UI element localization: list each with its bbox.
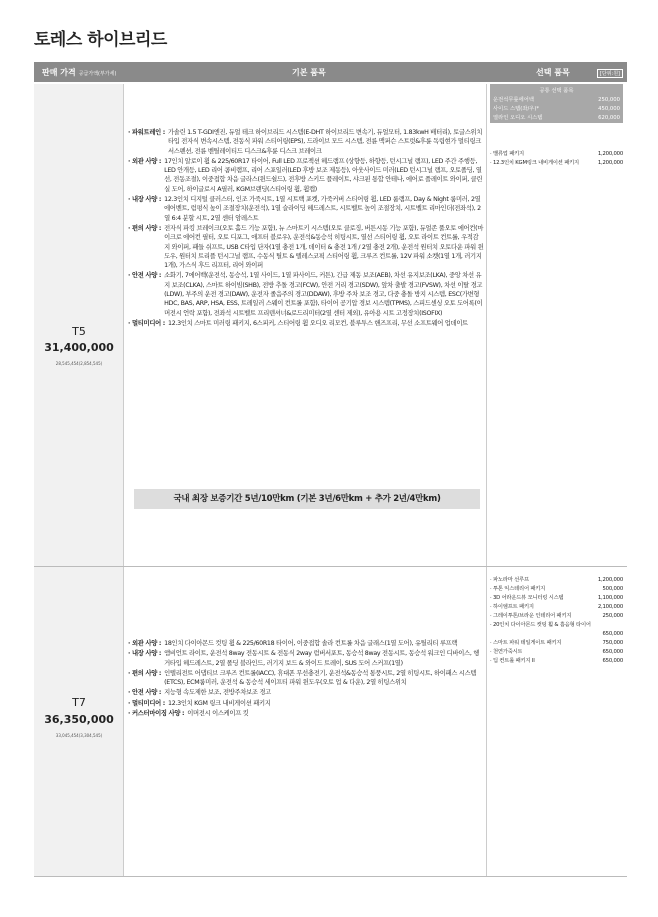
option-row	[490, 594, 623, 603]
option-price: 650,000	[602, 631, 623, 637]
option-price: 500,000	[602, 586, 623, 592]
column-divider	[486, 84, 487, 566]
option-price: 2,100,000	[597, 604, 623, 610]
feature-row	[128, 128, 484, 156]
feature-row	[128, 709, 484, 718]
trim-price-sub: 28,545,454(2,854,545)	[55, 361, 103, 366]
header-price-note: 공급가액(부가세)	[78, 71, 117, 77]
feature-category: · 내장 사양 :	[128, 650, 162, 658]
feature-category: · 외관 사양 :	[128, 157, 162, 165]
feature-text: 앰비언트 라이트, 운전석 8way 전동시트 & 전동식 2way 럼버서포트, 동승석 8way 전동시트, 동승석 워크인 디바이스, 헹거타입 헤드레스트, 2열 폴딩 블라인드, 러기지 보드 & 와이드 트레이, SUS 도어 스커프(1열)	[164, 650, 480, 667]
feature-text: 12.3인치 스마트 미러링 패키지, 6스피커, 스티어링 휠 오디오 리모컨, 블루투스 핸즈프리, 무선 소프트웨어 업데이트	[168, 319, 468, 327]
option-name: · 12.3인치 KGM링크 내비게이션 패키지	[490, 160, 579, 166]
feature-category: · 안전 사양 :	[128, 689, 162, 697]
option-row	[490, 159, 623, 168]
feature-text: 소화기, 7에어백(운전석, 동승석, 1열 사이드, 1열 파사이드, 커튼), 긴급 제동 보조(AEB), 차선 유지보조(LKA), 중앙 차선 유지 보조(CLKA), 스마트 하이빔(SHB), 전방 추돌 경고(FCW), 안전 거리 경고(SDW), 앞차 출발 경고(FVSW), 차선 이탈 경고(LDW), 부주의 운전 경고(DAW), 운전자 졸음주의 경고(DDAW), 후방 주차 보조 경고, 다중 충돌 방지 시스템, ESC(가변형 HDC, BAS, ARP, HSA, ESS, 트레일러 스웨이 컨트롤 포함), 타이어 공기압 경보 시스템(TPMS), 스피드센싱 오토 도어록(이머전시 언락 포함), 전좌석 시트벨트 프리텐셔너&로드리미터(2열 센터 제외), 유아용 시트 고정장치(ISOFIX)	[164, 272, 483, 317]
feature-text: 12.3인치 KGM 링크 내비게이션 패키지	[168, 699, 271, 707]
feature-text: 전자식 파킹 브레이크(오토 홀드 기능 포함), 뉴 스마트키 시스템(오토 클로징, 버튼시동 기능 포함), 듀얼존 풀오토 에어컨(마이크로 에어컨 필터, 오토 디포그, 애프터 블로우), 운전석&동승석 히팅시트, 열선 스티어링 휠, 오토 라이트 컨트롤, 우적감지 와이퍼, 패들 쉬프트, USB C타입 단자(1열 충전 1개, 데이터 & 충전 1개 / 2열 충전 2개), 운전석 원터치 오토다운 파워 윈도우, 원터치 트리플 턴시그널 램프, 수동식 틸트 & 텔레스코픽 스티어링 휠, 크루즈 컨트롤, 12V 파워 소켓(1열 1개, 러기지 1개), 가스식 후드 리프터, 리어 와이퍼	[164, 224, 484, 270]
option-name: 운전석무릎에어백	[493, 97, 534, 103]
option-row	[490, 639, 623, 648]
option-price: 750,000	[602, 640, 623, 646]
option-row	[490, 603, 623, 612]
option-row	[490, 150, 623, 159]
option-name: · 투톤 익스테리어 패키지	[490, 586, 546, 592]
feature-category: · 멀티미디어 :	[128, 699, 166, 707]
option-row	[490, 621, 623, 630]
feature-row	[128, 639, 484, 648]
trim-name: T7	[72, 696, 86, 709]
option-price: 250,000	[602, 613, 623, 619]
feature-category: · 안전 사양 :	[128, 272, 162, 280]
feature-row	[128, 688, 484, 697]
feature-row	[128, 271, 484, 317]
option-name: · 딥 컨트롤 패키지 II	[490, 658, 535, 664]
trim-section-t7	[34, 567, 627, 877]
option-price: 250,000	[598, 97, 620, 103]
feature-list	[128, 128, 484, 329]
option-row	[490, 612, 623, 621]
page-title: 토레스 하이브리드	[34, 30, 167, 50]
header-price-label: 판매 가격	[42, 68, 76, 77]
option-name: 열라인 오디오 시스템	[493, 115, 543, 121]
feature-category: · 편의 사양 :	[128, 224, 162, 232]
header-options: 선택 품목	[536, 68, 570, 77]
option-name: · 하이엠프트 패키지	[490, 604, 534, 610]
option-row	[490, 96, 623, 105]
option-row	[490, 105, 623, 114]
common-options-header: 공통 선택 품목	[539, 88, 574, 94]
feature-row	[128, 195, 484, 223]
warranty-banner: 국내 최장 보증기간 5년/10만km (기본 3년/6만km + 추가 2년/4만km)	[134, 489, 480, 509]
feature-category: · 외관 사양 :	[128, 640, 162, 647]
feature-category: · 커스터마이징 사양 :	[128, 710, 185, 718]
option-price: 1,100,000	[597, 595, 623, 601]
trim-price-sub: 33,045,454(3,304,545)	[55, 733, 103, 738]
option-price: 650,000	[602, 658, 623, 664]
feature-text: 지능형 속도제한 보조, 전방주차보조 경고	[164, 689, 271, 697]
feature-text: 17인치 알로이 휠 & 225/60R17 타이어, Full LED 프로젝션 헤드램프 (상향등, 하향등, 턴시그널 램프), LED 주간 주행등, LED 안개등, LED 리어 콤비램프, 리어 스포일러(LED 후방 보조 제동등), 아웃사이드 미러(LED 턴시그널 램프, 오토폴딩, 열선, 전동조절), 이중접합 차음 글라스(윈드쉴드), 전후방 스키드 플레이트, 샤크핀 통합 안테나, 에어로 플레이트 와이퍼, 클린실 도어, 하이글로시 A필러, KGM브랜딩(스티어링 휠, 휠캡)	[164, 157, 483, 193]
option-row	[490, 630, 623, 639]
option-row	[490, 657, 623, 666]
trim-section-t5	[34, 84, 627, 567]
feature-row	[128, 649, 484, 668]
header-basic: 기본 품목	[292, 68, 326, 77]
table-header	[34, 62, 627, 82]
feature-category: · 편의 사양 :	[128, 669, 162, 677]
feature-row	[128, 669, 484, 688]
option-list	[490, 150, 623, 168]
feature-row	[128, 224, 484, 270]
header-unit: [단위:원]	[597, 69, 623, 78]
option-name: 사이드 스텝(좌/우)*	[493, 106, 540, 112]
option-name: · 스마트 파워 테일게이트 패키지	[490, 640, 562, 646]
option-name: · 파노라마 선루프	[490, 577, 529, 583]
option-name: · 그레이투톤/브라운 인테리어 패키지	[490, 613, 572, 619]
option-name: · 밸류업 패키지	[490, 151, 524, 157]
feature-category: · 파워트레인 :	[128, 129, 166, 136]
option-row	[490, 576, 623, 585]
option-row	[490, 114, 623, 123]
feature-text: 이머전시 이스케이프 킷	[187, 710, 249, 718]
option-price: 1,200,000	[597, 577, 623, 583]
option-price: 620,000	[598, 115, 620, 121]
feature-text: 18인치 다이아몬드 컷팅 휠 & 225/60R18 타이어, 이중접합 솔라 컨트롤 차음 글래스(1열 도어), 유틸리티 루프랙	[164, 640, 458, 647]
trim-price: 31,400,000	[44, 341, 114, 354]
feature-category: · 내장 사양 :	[128, 196, 162, 204]
option-list	[490, 576, 623, 666]
feature-row	[128, 319, 484, 328]
option-row	[490, 648, 623, 657]
feature-row	[128, 699, 484, 708]
option-price: 1,200,000	[597, 151, 623, 157]
option-name: · 20인치 다이아몬드 컷팅 휠 & 흡음형 타이어	[490, 622, 591, 628]
header-price	[42, 67, 116, 78]
trim-price: 36,350,000	[44, 713, 114, 726]
option-name: · 천연가죽시트	[490, 649, 523, 655]
option-price: 650,000	[602, 649, 623, 655]
feature-list	[128, 639, 484, 719]
feature-text: 인텔리전트 어댑티브 크루즈 컨트롤(IACC), 휴대폰 무선충전기, 운전석&동승석 통풍시트, 2열 히팅시트, 하이패스 시스템(ETCS), ECM룸미러, 운전석 & 동승석 세이프티 파워 윈도우(오토 업 & 다운), 2열 히팅스위치	[164, 669, 477, 687]
trim-name: T5	[72, 325, 86, 338]
feature-text: 12.3인치 디지털 클러스터, 인조 가죽시트, 1열 시트백 포켓, 가죽커버 스티어링 휠, LED 룸램프, Day & Night 룸미러, 2열 에어벤트, 럼펑식 높이 조절장치(운전석), 1열 슬라이딩 헤드레스트, 시트벨트 높이 조절장치, 시트벨트 리마인더(전좌석), 2열 6:4 분할 시트, 2열 센터 암레스트	[164, 196, 481, 222]
feature-text: 가솔린 1.5 T-GDI엔진, 듀얼 테크 하이브리드 시스템(E-DHT 하이브리드 변속기, 듀얼모터, 1.83kwH 배터리), 토글스위치 타입 전자식 변속시스템, 전동식 파워 스티어링(EPS), 드라이브 모드 시스템, 전륜 맥퍼슨 스트럿&후륜 독립현가 멀티링크서스펜션, 전륜 벤틸레이티드 디스크&후륜 디스크 브레이크	[168, 129, 483, 155]
option-price: 450,000	[598, 106, 620, 112]
feature-category: · 멀티미디어 :	[128, 319, 166, 327]
option-row	[490, 585, 623, 594]
option-price: 1,200,000	[597, 160, 623, 166]
feature-row	[128, 157, 484, 194]
common-options-box	[490, 84, 623, 123]
column-divider	[486, 567, 487, 876]
option-name: · 3D 어라운드뷰 모니터링 시스템	[490, 595, 564, 601]
